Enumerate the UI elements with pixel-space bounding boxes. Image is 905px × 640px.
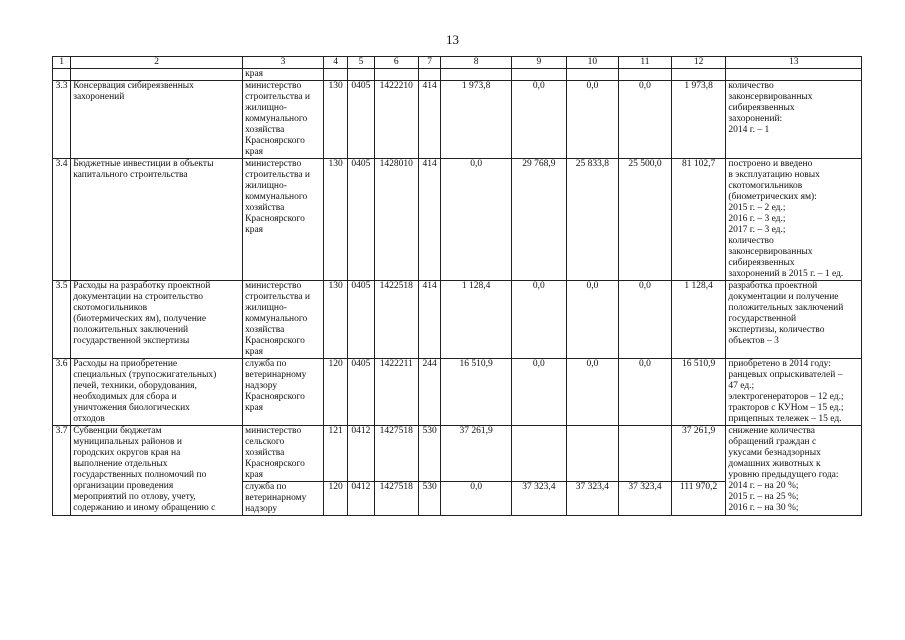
header-cell: 2 xyxy=(71,57,243,69)
amount-2014: 0,0 xyxy=(441,159,512,281)
expected-result: количество законсервированных сибиреязвенных захоронений: 2014 г. – 1 xyxy=(726,81,862,159)
csr-code: 1422210 xyxy=(374,81,418,159)
header-cell: 8 xyxy=(441,57,512,69)
csr-code: 1428010 xyxy=(374,159,418,281)
rzpr-code: 0412 xyxy=(348,482,374,516)
rzpr-code: 0405 xyxy=(348,359,374,426)
csr-code: 1422518 xyxy=(374,281,418,359)
amount-total: 81 102,7 xyxy=(671,159,726,281)
amount-2016: 37 323,4 xyxy=(566,482,619,516)
item-number: 3.7 xyxy=(53,426,71,516)
org-cell: служба по ветеринарному надзору xyxy=(243,482,324,516)
header-cell: 6 xyxy=(374,57,418,69)
header-cell: 9 xyxy=(512,57,567,69)
vr-code: 414 xyxy=(419,81,441,159)
org-cell: министерство строительства и жилищно- коммунального хозяйства Красноярского края xyxy=(243,281,324,359)
rzpr-code: 0412 xyxy=(348,426,374,482)
amount-2017: 0,0 xyxy=(619,281,672,359)
grbs-code: 130 xyxy=(323,281,347,359)
amount-2015 xyxy=(512,426,567,482)
amount-2016: 0,0 xyxy=(566,359,619,426)
continuation-row xyxy=(53,69,862,81)
vr-code: 244 xyxy=(419,359,441,426)
amount-2015: 37 323,4 xyxy=(512,482,567,516)
item-name: Расходы на приобретение специальных (трупосжигательных) печей, техники, оборудования, необходимых для сбора и уничтожения биологических отходов xyxy=(71,359,243,426)
amount-2015: 0,0 xyxy=(512,81,567,159)
amount-total: 111 970,2 xyxy=(671,482,726,516)
amount-2014: 1 128,4 xyxy=(441,281,512,359)
amount-2015: 0,0 xyxy=(512,359,567,426)
expected-result: приобретено в 2014 году: ранцевых опрыскивателей – 47 ед.; электрогенераторов – 12 ед.; тракторов с КУНом – 15 ед.; прицепных тележек – 15 ед. xyxy=(726,359,862,426)
page-number: 13 xyxy=(446,32,459,47)
header-cell: 7 xyxy=(419,57,441,69)
amount-total: 37 261,9 xyxy=(671,426,726,482)
amount-2016: 0,0 xyxy=(566,281,619,359)
rzpr-code: 0405 xyxy=(348,281,374,359)
vr-code: 414 xyxy=(419,159,441,281)
expected-result: построено и введено в эксплуатацию новых скотомогильников (биометрических ям): 2015 г. – 2 ед.; 2016 г. – 3 ед.; 2017 г. – 3 ед.; количество законсервированных сибиреязвенных захоронений в 2015 г. – 1 ед. xyxy=(726,159,862,281)
header-cell: 10 xyxy=(566,57,619,69)
amount-total: 1 128,4 xyxy=(671,281,726,359)
vr-code: 414 xyxy=(419,281,441,359)
item-number: 3.6 xyxy=(53,359,71,426)
amount-2014: 16 510,9 xyxy=(441,359,512,426)
vr-code: 530 xyxy=(419,482,441,516)
org-cell: министерство строительства и жилищно- коммунального хозяйства Красноярского края xyxy=(243,159,324,281)
table-row xyxy=(53,359,862,426)
grbs-code: 120 xyxy=(323,359,347,426)
amount-total: 1 973,8 xyxy=(671,81,726,159)
amount-2017: 37 323,4 xyxy=(619,482,672,516)
header-row xyxy=(53,57,862,69)
amount-2016: 25 833,8 xyxy=(566,159,619,281)
header-cell: 5 xyxy=(348,57,374,69)
header-cell: 13 xyxy=(726,57,862,69)
csr-code: 1427518 xyxy=(374,426,418,482)
csr-code: 1422211 xyxy=(374,359,418,426)
item-name: Бюджетные инвестиции в объекты капитального строительства xyxy=(71,159,243,281)
grbs-code: 130 xyxy=(323,81,347,159)
header-cell: 12 xyxy=(671,57,726,69)
item-name: Расходы на разработку проектной документации на строительство скотомогильников (биотермических ям), получение положительных заключений государственной экспертизы xyxy=(71,281,243,359)
csr-code: 1427518 xyxy=(374,482,418,516)
table-row xyxy=(53,81,862,159)
expected-result: разработка проектной документации и получение положительных заключений государственной экспертизы, количество объектов – 3 xyxy=(726,281,862,359)
amount-2017: 25 500,0 xyxy=(619,159,672,281)
item-name: Консервация сибиреязвенных захоронений xyxy=(71,81,243,159)
header-cell: 3 xyxy=(243,57,324,69)
amount-2016 xyxy=(566,426,619,482)
org-cell: служба по ветеринарному надзору Красноярского края xyxy=(243,359,324,426)
org-cell: министерство сельского хозяйства Красноярского края xyxy=(243,426,324,482)
org-cell: министерство строительства и жилищно- коммунального хозяйства Красноярского края xyxy=(243,81,324,159)
grbs-code: 120 xyxy=(323,482,347,516)
table-row xyxy=(53,281,862,359)
item-number: 3.4 xyxy=(53,159,71,281)
item-name: Субвенции бюджетам муниципальных районов и городских округов края на выполнение отдельных государственных полномочий по организации проведения мероприятий по отлову, учету, содержанию и иному обращению с xyxy=(71,426,243,516)
item-number: 3.3 xyxy=(53,81,71,159)
expected-result: снижение количества обращений граждан с укусами безнадзорных домашних животных к уровню предыдущего года: 2014 г. – на 20 %; 2015 г. – на 25 %; 2016 г. – на 30 %; xyxy=(726,426,862,516)
amount-2017 xyxy=(619,426,672,482)
header-cell: 11 xyxy=(619,57,672,69)
amount-2014: 37 261,9 xyxy=(441,426,512,482)
rzpr-code: 0405 xyxy=(348,81,374,159)
amount-total: 16 510,9 xyxy=(671,359,726,426)
grbs-code: 130 xyxy=(323,159,347,281)
header-cell: 4 xyxy=(323,57,347,69)
amount-2016: 0,0 xyxy=(566,81,619,159)
org-cell: края xyxy=(243,69,324,81)
rzpr-code: 0405 xyxy=(348,159,374,281)
amount-2017: 0,0 xyxy=(619,359,672,426)
grbs-code: 121 xyxy=(323,426,347,482)
amount-2014: 0,0 xyxy=(441,482,512,516)
amount-2015: 0,0 xyxy=(512,281,567,359)
vr-code: 530 xyxy=(419,426,441,482)
amount-2015: 29 768,9 xyxy=(512,159,567,281)
item-number: 3.5 xyxy=(53,281,71,359)
budget-table xyxy=(52,56,862,516)
header-cell: 1 xyxy=(53,57,71,69)
table-row xyxy=(53,159,862,281)
table-row xyxy=(53,426,862,482)
amount-2014: 1 973,8 xyxy=(441,81,512,159)
amount-2017: 0,0 xyxy=(619,81,672,159)
